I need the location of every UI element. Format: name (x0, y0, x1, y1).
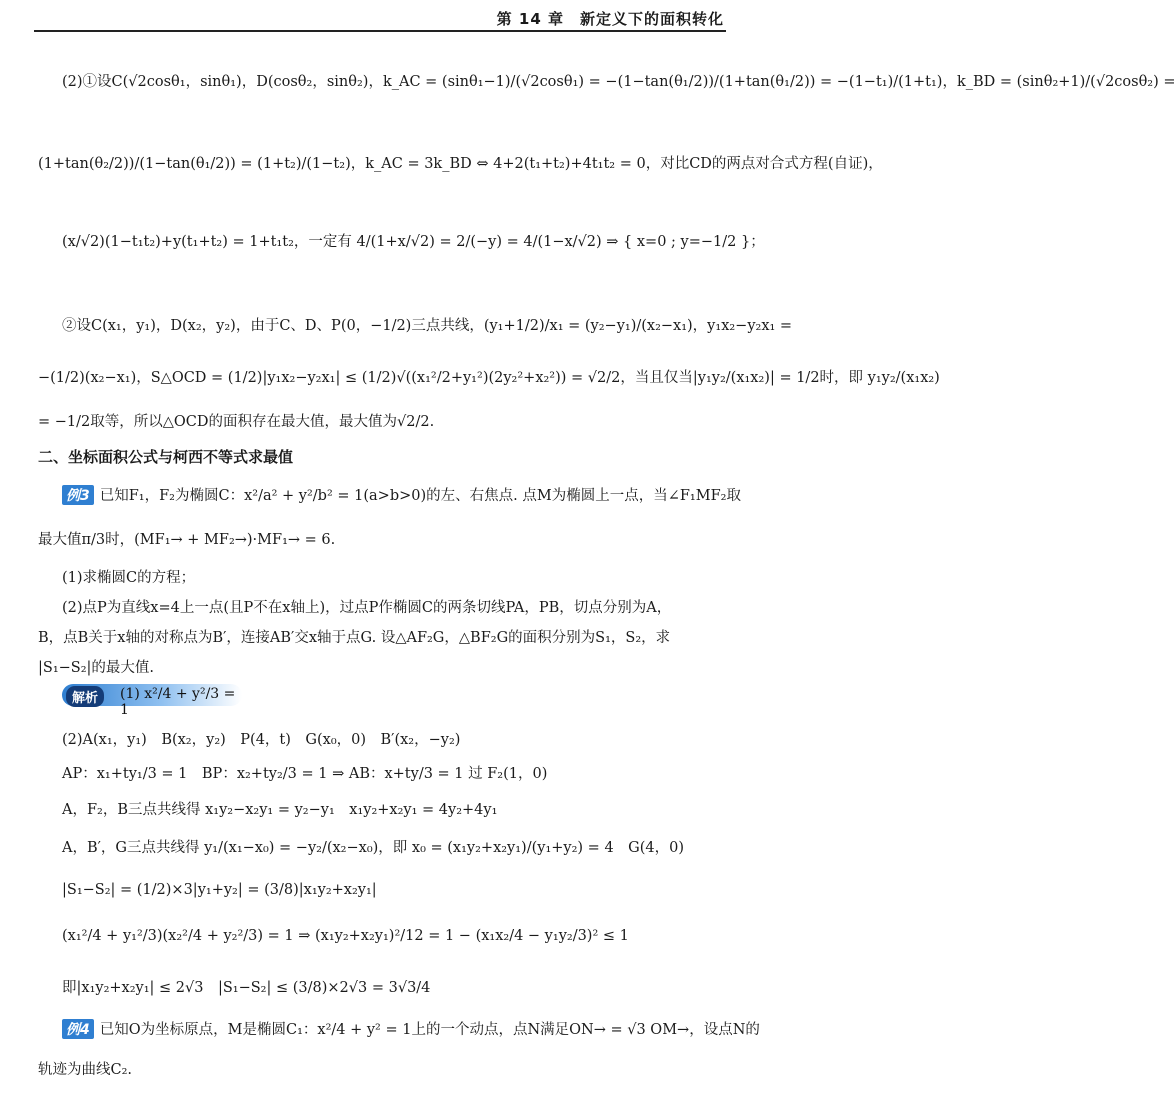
text-line: A，F₂，B三点共线得 x₁y₂−x₂y₁ = y₂−y₁ x₁y₂+x₂y₁ = 4y₂+4y₁ (62, 802, 498, 818)
text-line: = −1/2取等，所以△OCD的面积存在最大值，最大值为√2/2. (38, 414, 435, 430)
example-3-badge: 例3 (62, 485, 94, 505)
example-3-line (62, 484, 741, 505)
text-line: 最大值π/3时，(MF₁→ + MF₂→)·MF₁→ = 6. (38, 532, 336, 548)
text-line: |S₁−S₂|的最大值. (38, 660, 155, 676)
text-line: (2)点P为直线x=4上一点(且P不在x轴上)，过点P作椭圆C的两条切线PA，PB，切点分别为A， (62, 600, 672, 616)
example-4-badge: 例4 (62, 1019, 94, 1039)
text-line: AP：x₁+ty₁/3 = 1 BP：x₂+ty₂/3 = 1 ⇒ AB：x+ty/3 = 1 过 F₂(1，0) (62, 766, 548, 782)
text-line: (x/√2)(1−t₁t₂)+y(t₁+t₂) = 1+t₁t₂，一定有 4/(1+x/√2) = 2/(−y) = 4/(1−x/√2) ⇒ { x=0 ; y=−1/2 }； (62, 234, 765, 250)
text-line: −(1/2)(x₂−x₁)，S△OCD = (1/2)|y₁x₂−y₂x₁| ≤ (1/2)√((x₁²/2+y₁²)(2y₂²+x₂²)) = √2/2，当且仅当|y₁y₂/(x₁x₂)| = 1/2时，即 y₁y₂/(x₁x₂) (38, 370, 940, 386)
text-line: (1+tan(θ₂/2))/(1−tan(θ₁/2)) = (1+t₂)/(1−t₂)，k_AC = 3k_BD ⇔ 4+2(t₁+t₂)+4t₁t₂ = 0，对比CD的两点对合式方程(自证)， (38, 156, 883, 172)
example-4-line (62, 1018, 760, 1039)
text-line: 已知O为坐标原点，M是椭圆C₁：x²/4 + y² = 1上的一个动点，点N满足ON→ = √3 OM→，设点N的 (99, 1022, 760, 1038)
analysis-tag: 解析 (66, 686, 104, 707)
text-line: A，B′，G三点共线得 y₁/(x₁−x₀) = −y₂/(x₂−x₀)，即 x₀ = (x₁y₂+x₂y₁)/(y₁+y₂) = 4 G(4，0) (62, 840, 685, 856)
text-line: 即|x₁y₂+x₂y₁| ≤ 2√3 |S₁−S₂| ≤ (3/8)×2√3 = 3√3/4 (62, 980, 431, 996)
text-line: (2)A(x₁，y₁) B(x₂，y₂) P(4，t) G(x₀，0) B′(x₂，−y₂) (62, 732, 461, 748)
chapter-title: 第 14 章 新定义下的面积转化 (496, 10, 724, 28)
text-line: 已知F₁，F₂为椭圆C：x²/a² + y²/b² = 1(a>b>0)的左、右焦点. 点M为椭圆上一点，当∠F₁MF₂取 (99, 488, 741, 504)
section-heading: 二、坐标面积公式与柯西不等式求最值 (38, 448, 294, 466)
analysis-text: (1) x²/4 + y²/3 = 1 (120, 686, 236, 718)
text-line: (2)①设C(√2cosθ₁，sinθ₁)，D(cosθ₂，sinθ₂)，k_AC = (sinθ₁−1)/(√2cosθ₁) = −(1−tan(θ₁/2))/(1+tan(θ₁/2)) = −(1−t₁)/(1+t₁)，k_BD = (sinθ₂+1)/(√2cosθ₂) = (62, 74, 1176, 90)
analysis-banner (62, 684, 242, 718)
page-header (0, 0, 756, 34)
text-line: (x₁²/4 + y₁²/3)(x₂²/4 + y₂²/3) = 1 ⇒ (x₁y₂+x₂y₁)²/12 = 1 − (x₁x₂/4 − y₁y₂/3)² ≤ 1 (62, 928, 629, 944)
text-line: (1)求椭圆C的方程； (62, 570, 196, 586)
text-line: B，点B关于x轴的对称点为B′，连接AB′交x轴于点G. 设△AF₂G，△BF₂G的面积分别为S₁，S₂，求 (38, 630, 671, 646)
text-line: 轨迹为曲线C₂. (38, 1062, 133, 1078)
header-rule (34, 30, 726, 32)
text-line: |S₁−S₂| = (1/2)×3|y₁+y₂| = (3/8)|x₁y₂+x₂y₁| (62, 882, 377, 898)
text-line: ②设C(x₁，y₁)，D(x₂，y₂)，由于C、D、P(0，−1/2)三点共线，(y₁+1/2)/x₁ = (y₂−y₁)/(x₂−x₁)，y₁x₂−y₂x₁ = (62, 318, 793, 334)
